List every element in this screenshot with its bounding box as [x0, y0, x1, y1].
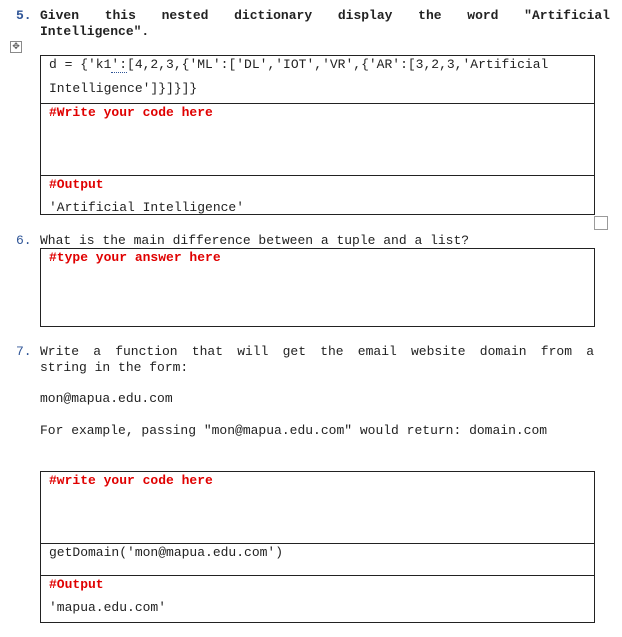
question-6-answer-prompt[interactable]: #type your answer here	[49, 250, 221, 265]
example-text: For example, passing "mon@mapua.edu.com" would return: domain.com	[40, 423, 548, 438]
question-5-line2: Intelligence".	[40, 24, 150, 39]
question-6-text: What is the main difference between a tuple and a list?	[40, 233, 470, 248]
function-call: getDomain('mon@mapua.edu.com')	[49, 545, 284, 560]
dictionary-code-line1: d = {'k1':[4,2,3,{'ML':['DL','IOT','VR',{'AR':[3,2,3,'Artificial	[49, 57, 549, 72]
table-move-handle-icon[interactable]: ✥	[10, 41, 22, 53]
email-example: mon@mapua.edu.com	[40, 391, 173, 406]
question-7-output-label: #Output	[49, 577, 104, 592]
question-6-number: 6.	[16, 233, 32, 248]
question-5-output-value: 'Artificial Intelligence'	[49, 200, 245, 215]
dictionary-code-line2: Intelligence']}]}]}	[49, 81, 198, 96]
question-6-answer-box[interactable]	[40, 248, 595, 327]
question-7-table	[40, 471, 595, 623]
question-5-code-prompt[interactable]: #Write your code here	[49, 105, 213, 120]
question-7-line1: Write a function that will get the email website domain from a	[40, 344, 594, 359]
question-5-line1: Given this nested dictionary display the word "Artificial	[40, 8, 610, 23]
question-7-line2: string in the form:	[40, 360, 189, 375]
question-7-number: 7.	[16, 344, 32, 359]
question-7-code-prompt[interactable]: #write your code here	[49, 473, 213, 488]
question-5-output-label: #Output	[49, 177, 104, 192]
table-resize-handle-icon[interactable]	[594, 216, 608, 230]
question-5-number: 5.	[16, 8, 32, 23]
question-5-table	[40, 55, 595, 215]
question-7-output-value: 'mapua.edu.com'	[49, 600, 167, 615]
